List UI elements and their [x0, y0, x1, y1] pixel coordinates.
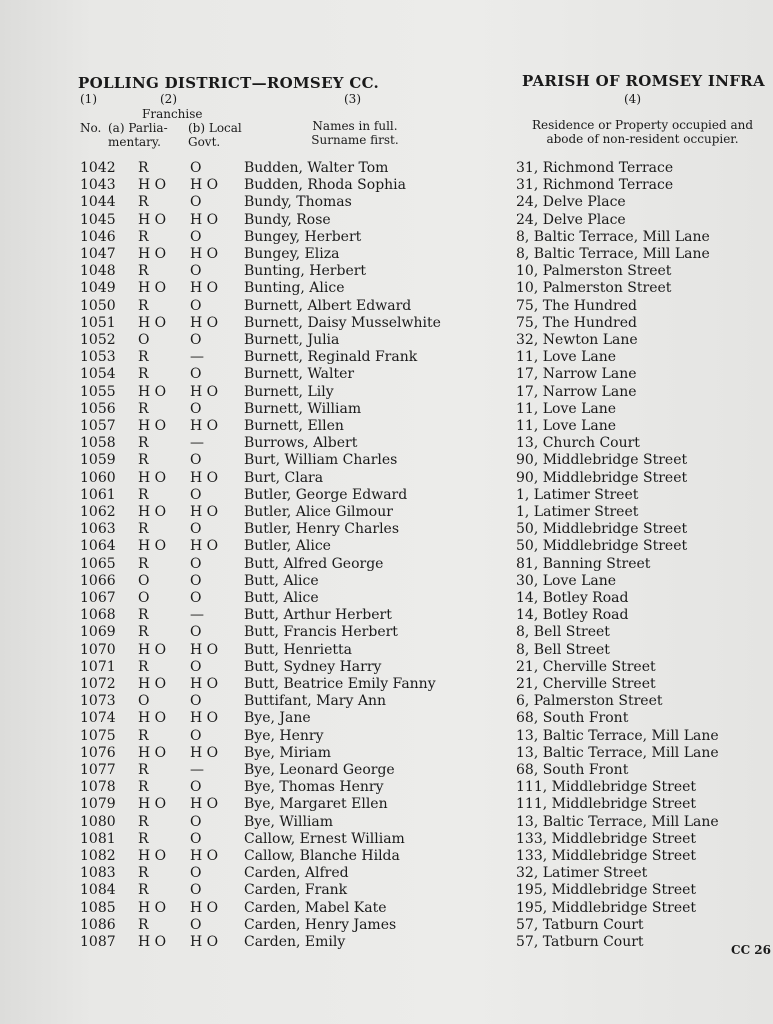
local-govt-franchise: — — [190, 435, 204, 452]
local-govt-franchise: — — [190, 349, 204, 366]
parliamentary-franchise: H O — [138, 504, 167, 520]
elector-name: Carden, Mabel Kate — [244, 899, 387, 916]
elector-number: 1042 — [80, 160, 116, 176]
register-row — [0, 229, 773, 246]
elector-address: 6, Palmerston Street — [516, 693, 663, 710]
register-row — [0, 401, 773, 418]
no-header: No. — [80, 121, 102, 135]
elector-address: 21, Cherville Street — [516, 676, 656, 692]
register-row — [0, 882, 773, 899]
local-govt-franchise: H O — [190, 469, 219, 486]
elector-address: 10, Palmerston Street — [516, 263, 672, 280]
col-number-2: (2) — [160, 92, 177, 106]
elector-address: 195, Middlebridge Street — [516, 899, 697, 916]
elector-address: 31, Richmond Terrace — [516, 177, 674, 194]
elector-name: Burnett, Walter — [244, 366, 355, 383]
register-row — [0, 349, 773, 366]
elector-address: 13, Baltic Terrace, Mill Lane — [516, 813, 719, 830]
elector-address: 13, Church Court — [516, 435, 640, 452]
register-row — [0, 865, 773, 882]
parliamentary-franchise: R — [138, 297, 149, 314]
elector-number: 1051 — [80, 314, 116, 331]
parliamentary-franchise: H O — [138, 899, 167, 916]
parliamentary-franchise: R — [138, 521, 149, 538]
parish-title: PARISH OF ROMSEY INFRA — [522, 72, 765, 90]
elector-number: 1059 — [80, 452, 116, 469]
elector-number: 1085 — [80, 899, 116, 916]
register-row — [0, 212, 773, 229]
local-govt-franchise: H O — [190, 246, 219, 262]
local-govt-franchise: O — [190, 624, 202, 641]
elector-number: 1049 — [80, 280, 116, 297]
parliamentary-franchise: R — [138, 194, 149, 211]
elector-address: 32, Newton Lane — [516, 332, 638, 348]
elector-address: 1, Latimer Street — [516, 486, 639, 503]
elector-name: Callow, Ernest William — [244, 830, 405, 847]
local-govt-header: (b) Local Govt. — [188, 121, 242, 149]
local-govt-franchise: — — [190, 762, 204, 778]
elector-address: 31, Richmond Terrace — [516, 160, 674, 176]
elector-name: Burt, William Charles — [244, 452, 398, 469]
parliamentary-franchise: R — [138, 916, 149, 933]
local-govt-franchise: H O — [190, 280, 219, 297]
elector-number: 1080 — [80, 813, 116, 830]
parliamentary-franchise: R — [138, 349, 149, 366]
register-row — [0, 263, 773, 280]
register-row — [0, 934, 773, 951]
elector-number: 1087 — [80, 934, 116, 950]
elector-number: 1069 — [80, 624, 116, 641]
local-govt-franchise: O — [190, 366, 202, 383]
elector-number: 1078 — [80, 779, 116, 796]
elector-address: 8, Baltic Terrace, Mill Lane — [516, 228, 710, 245]
elector-address: 75, The Hundred — [516, 314, 637, 331]
elector-number: 1048 — [80, 263, 116, 280]
local-govt-franchise: H O — [190, 641, 219, 658]
elector-name: Butt, Sydney Harry — [244, 658, 382, 675]
parliamentary-franchise: R — [138, 263, 149, 280]
register-row — [0, 366, 773, 383]
parliamentary-franchise: H O — [138, 848, 167, 864]
elector-address: 8, Bell Street — [516, 624, 610, 641]
elector-address: 24, Delve Place — [516, 211, 626, 228]
elector-address: 81, Banning Street — [516, 555, 651, 572]
col-number-3: (3) — [344, 92, 361, 106]
parliamentary-franchise: O — [138, 693, 150, 710]
elector-number: 1058 — [80, 435, 116, 452]
local-govt-franchise: O — [190, 555, 202, 572]
local-govt-franchise: H O — [190, 177, 219, 194]
register-row — [0, 659, 773, 676]
page-mark: CC 26 — [731, 943, 771, 957]
parliamentary-franchise: H O — [138, 676, 167, 692]
parliamentary-franchise: R — [138, 400, 149, 417]
parliamentary-franchise: R — [138, 228, 149, 245]
parliamentary-franchise: H O — [138, 538, 167, 555]
elector-number: 1084 — [80, 882, 116, 899]
register-row — [0, 504, 773, 521]
elector-number: 1055 — [80, 383, 116, 400]
parliamentary-franchise: R — [138, 762, 149, 778]
parliamentary-franchise: R — [138, 813, 149, 830]
elector-address: 14, Botley Road — [516, 590, 629, 606]
register-row — [0, 900, 773, 917]
elector-name: Butler, Alice Gilmour — [244, 504, 393, 520]
elector-number: 1057 — [80, 418, 116, 434]
polling-district-title: POLLING DISTRICT—ROMSEY CC. — [78, 74, 380, 92]
elector-name: Butler, George Edward — [244, 486, 408, 503]
register-row — [0, 814, 773, 831]
register-row — [0, 280, 773, 297]
local-govt-franchise: H O — [190, 538, 219, 555]
local-govt-franchise: H O — [190, 710, 219, 727]
register-row — [0, 676, 773, 693]
elector-number: 1044 — [80, 194, 116, 211]
elector-number: 1065 — [80, 555, 116, 572]
elector-name: Bungey, Herbert — [244, 228, 362, 245]
local-govt-franchise: H O — [190, 383, 219, 400]
register-row — [0, 693, 773, 710]
elector-number: 1075 — [80, 727, 116, 744]
register-row — [0, 745, 773, 762]
elector-number: 1070 — [80, 641, 116, 658]
elector-address: 50, Middlebridge Street — [516, 521, 688, 538]
register-row — [0, 573, 773, 590]
elector-name: Carden, Frank — [244, 882, 348, 899]
elector-number: 1083 — [80, 865, 116, 882]
elector-address: 195, Middlebridge Street — [516, 882, 697, 899]
elector-address: 111, Middlebridge Street — [516, 796, 697, 813]
elector-number: 1054 — [80, 366, 116, 383]
elector-number: 1074 — [80, 710, 116, 727]
local-govt-franchise: O — [190, 263, 202, 280]
elector-address: 75, The Hundred — [516, 297, 637, 314]
elector-name: Bye, Thomas Henry — [244, 779, 384, 796]
elector-name: Carden, Emily — [244, 934, 346, 950]
parliamentary-franchise: R — [138, 607, 149, 624]
local-govt-franchise: H O — [190, 676, 219, 692]
register-row — [0, 160, 773, 177]
local-govt-franchise: O — [190, 727, 202, 744]
elector-name: Bunting, Herbert — [244, 263, 367, 280]
elector-name: Burrows, Albert — [244, 435, 358, 452]
elector-name: Burnett, Ellen — [244, 418, 344, 434]
elector-number: 1073 — [80, 693, 116, 710]
register-row — [0, 710, 773, 727]
elector-name: Burnett, Albert Edward — [244, 297, 412, 314]
parliamentary-franchise: H O — [138, 934, 167, 950]
local-govt-franchise: H O — [190, 796, 219, 813]
elector-name: Butt, Alice — [244, 572, 319, 589]
register-row — [0, 917, 773, 934]
elector-address: 17, Narrow Lane — [516, 366, 637, 383]
elector-name: Bunting, Alice — [244, 280, 345, 297]
parliamentary-franchise: H O — [138, 796, 167, 813]
parliamentary-franchise: H O — [138, 211, 167, 228]
elector-name: Carden, Alfred — [244, 865, 349, 882]
franchise-header: Franchise — [142, 107, 203, 121]
parliamentary-franchise: R — [138, 658, 149, 675]
elector-number: 1063 — [80, 521, 116, 538]
elector-name: Butt, Alfred George — [244, 555, 384, 572]
parliamentary-franchise: H O — [138, 744, 167, 761]
elector-address: 24, Delve Place — [516, 194, 626, 211]
register-row — [0, 194, 773, 211]
register-row — [0, 452, 773, 469]
elector-number: 1062 — [80, 504, 116, 520]
parliamentary-franchise: R — [138, 555, 149, 572]
register-row — [0, 624, 773, 641]
parliamentary-franchise: O — [138, 332, 150, 348]
elector-number: 1076 — [80, 744, 116, 761]
parliamentary-franchise: R — [138, 830, 149, 847]
local-govt-franchise: H O — [190, 744, 219, 761]
elector-number: 1068 — [80, 607, 116, 624]
elector-name: Bye, William — [244, 813, 334, 830]
elector-number: 1086 — [80, 916, 116, 933]
elector-address: 68, South Front — [516, 762, 629, 778]
parliamentary-franchise: H O — [138, 314, 167, 331]
elector-address: 133, Middlebridge Street — [516, 830, 697, 847]
parliamentary-franchise: O — [138, 572, 150, 589]
elector-name: Bye, Miriam — [244, 744, 331, 761]
elector-address: 13, Baltic Terrace, Mill Lane — [516, 744, 719, 761]
elector-address: 8, Bell Street — [516, 641, 610, 658]
parliamentary-franchise: H O — [138, 280, 167, 297]
elector-number: 1052 — [80, 332, 116, 348]
local-govt-franchise: O — [190, 194, 202, 211]
elector-name: Burnett, William — [244, 400, 362, 417]
elector-address: 57, Tatburn Court — [516, 934, 644, 950]
residence-header: Residence or Property occupied and abode of non-resident occupier. — [531, 118, 754, 146]
local-govt-franchise: O — [190, 590, 202, 606]
elector-address: 14, Botley Road — [516, 607, 629, 624]
parliamentary-franchise: H O — [138, 177, 167, 194]
register-row — [0, 521, 773, 538]
elector-name: Bye, Jane — [244, 710, 311, 727]
register-row — [0, 177, 773, 194]
register-row — [0, 435, 773, 452]
register-row — [0, 538, 773, 555]
elector-number: 1046 — [80, 228, 116, 245]
local-govt-franchise: O — [190, 882, 202, 899]
elector-name: Butt, Henrietta — [244, 641, 353, 658]
elector-number: 1056 — [80, 400, 116, 417]
elector-address: 68, South Front — [516, 710, 629, 727]
elector-address: 1, Latimer Street — [516, 504, 639, 520]
local-govt-franchise: O — [190, 297, 202, 314]
elector-address: 111, Middlebridge Street — [516, 779, 697, 796]
elector-address: 10, Palmerston Street — [516, 280, 672, 297]
elector-name: Butt, Alice — [244, 590, 319, 606]
register-row — [0, 298, 773, 315]
register-row — [0, 384, 773, 401]
register-row — [0, 332, 773, 349]
elector-number: 1045 — [80, 211, 116, 228]
elector-number: 1053 — [80, 349, 116, 366]
elector-number: 1043 — [80, 177, 116, 194]
register-row — [0, 487, 773, 504]
elector-number: 1067 — [80, 590, 116, 606]
elector-number: 1072 — [80, 676, 116, 692]
elector-name: Bundy, Rose — [244, 211, 331, 228]
parliamentary-franchise: O — [138, 590, 150, 606]
parliamentary-franchise: R — [138, 160, 149, 176]
register-row — [0, 642, 773, 659]
local-govt-franchise: H O — [190, 314, 219, 331]
parliamentary-franchise: H O — [138, 469, 167, 486]
elector-name: Bungey, Eliza — [244, 246, 340, 262]
local-govt-franchise: H O — [190, 934, 219, 950]
register-row — [0, 762, 773, 779]
register-row — [0, 590, 773, 607]
elector-address: 50, Middlebridge Street — [516, 538, 688, 555]
elector-number: 1077 — [80, 762, 116, 778]
parliamentary-franchise: R — [138, 435, 149, 452]
local-govt-franchise: O — [190, 228, 202, 245]
elector-name: Burnett, Julia — [244, 332, 340, 348]
elector-number: 1071 — [80, 658, 116, 675]
elector-address: 11, Love Lane — [516, 418, 617, 434]
elector-address: 32, Latimer Street — [516, 865, 648, 882]
elector-number: 1060 — [80, 469, 116, 486]
elector-name: Bundy, Thomas — [244, 194, 352, 211]
local-govt-franchise: O — [190, 400, 202, 417]
elector-address: 30, Love Lane — [516, 572, 617, 589]
elector-name: Burnett, Lily — [244, 383, 334, 400]
elector-number: 1082 — [80, 848, 116, 864]
register-row — [0, 796, 773, 813]
local-govt-franchise: O — [190, 830, 202, 847]
elector-number: 1081 — [80, 830, 116, 847]
local-govt-franchise: O — [190, 521, 202, 538]
local-govt-franchise: O — [190, 332, 202, 348]
parliamentary-franchise: H O — [138, 641, 167, 658]
local-govt-franchise: H O — [190, 418, 219, 434]
parliamentary-franchise: R — [138, 624, 149, 641]
parliamentary-franchise: R — [138, 865, 149, 882]
local-govt-franchise: H O — [190, 899, 219, 916]
register-row — [0, 779, 773, 796]
local-govt-franchise: O — [190, 452, 202, 469]
elector-name: Buttifant, Mary Ann — [244, 693, 386, 710]
elector-number: 1066 — [80, 572, 116, 589]
register-row — [0, 556, 773, 573]
local-govt-franchise: O — [190, 916, 202, 933]
elector-name: Butt, Arthur Herbert — [244, 607, 392, 624]
elector-name: Callow, Blanche Hilda — [244, 848, 400, 864]
parliamentary-header: (a) Parlia- mentary. — [108, 121, 168, 149]
parliamentary-franchise: R — [138, 486, 149, 503]
elector-name: Bye, Henry — [244, 727, 324, 744]
elector-name: Budden, Walter Tom — [244, 160, 389, 176]
local-govt-franchise: O — [190, 160, 202, 176]
elector-number: 1079 — [80, 796, 116, 813]
parliamentary-franchise: H O — [138, 710, 167, 727]
local-govt-franchise: O — [190, 865, 202, 882]
local-govt-franchise: H O — [190, 211, 219, 228]
names-header: Names in full. Surname first. — [311, 119, 399, 147]
parliamentary-franchise: H O — [138, 383, 167, 400]
parliamentary-franchise: R — [138, 882, 149, 899]
elector-name: Butt, Beatrice Emily Fanny — [244, 676, 436, 692]
elector-address: 11, Love Lane — [516, 400, 617, 417]
register-row — [0, 315, 773, 332]
elector-address: 13, Baltic Terrace, Mill Lane — [516, 727, 719, 744]
local-govt-franchise: O — [190, 813, 202, 830]
local-govt-franchise: O — [190, 658, 202, 675]
register-row — [0, 607, 773, 624]
register-row — [0, 470, 773, 487]
register-row — [0, 246, 773, 263]
local-govt-franchise: H O — [190, 848, 219, 864]
elector-number: 1050 — [80, 297, 116, 314]
elector-name: Butler, Henry Charles — [244, 521, 400, 538]
elector-number: 1047 — [80, 246, 116, 262]
elector-name: Burnett, Reginald Frank — [244, 349, 418, 366]
elector-name: Butt, Francis Herbert — [244, 624, 398, 641]
parliamentary-franchise: R — [138, 779, 149, 796]
elector-address: 11, Love Lane — [516, 349, 617, 366]
elector-number: 1064 — [80, 538, 116, 555]
local-govt-franchise: — — [190, 607, 204, 624]
local-govt-franchise: O — [190, 486, 202, 503]
elector-address: 133, Middlebridge Street — [516, 848, 697, 864]
register-row — [0, 728, 773, 745]
parliamentary-franchise: R — [138, 366, 149, 383]
local-govt-franchise: O — [190, 779, 202, 796]
col-number-1: (1) — [80, 92, 97, 106]
local-govt-franchise: O — [190, 572, 202, 589]
elector-address: 90, Middlebridge Street — [516, 452, 688, 469]
elector-address: 8, Baltic Terrace, Mill Lane — [516, 246, 710, 262]
elector-name: Budden, Rhoda Sophia — [244, 177, 406, 194]
col-number-4: (4) — [624, 92, 641, 106]
parliamentary-franchise: R — [138, 452, 149, 469]
parliamentary-franchise: H O — [138, 246, 167, 262]
elector-name: Burnett, Daisy Musselwhite — [244, 314, 441, 331]
elector-name: Butler, Alice — [244, 538, 331, 555]
local-govt-franchise: O — [190, 693, 202, 710]
elector-address: 21, Cherville Street — [516, 658, 656, 675]
elector-address: 90, Middlebridge Street — [516, 469, 688, 486]
register-row — [0, 418, 773, 435]
elector-address: 17, Narrow Lane — [516, 383, 637, 400]
elector-name: Bye, Margaret Ellen — [244, 796, 388, 813]
elector-name: Burt, Clara — [244, 469, 324, 486]
parliamentary-franchise: H O — [138, 418, 167, 434]
elector-name: Bye, Leonard George — [244, 762, 395, 778]
register-row — [0, 848, 773, 865]
parliamentary-franchise: R — [138, 727, 149, 744]
elector-name: Carden, Henry James — [244, 916, 397, 933]
register-row — [0, 831, 773, 848]
local-govt-franchise: H O — [190, 504, 219, 520]
elector-number: 1061 — [80, 486, 116, 503]
elector-address: 57, Tatburn Court — [516, 916, 644, 933]
